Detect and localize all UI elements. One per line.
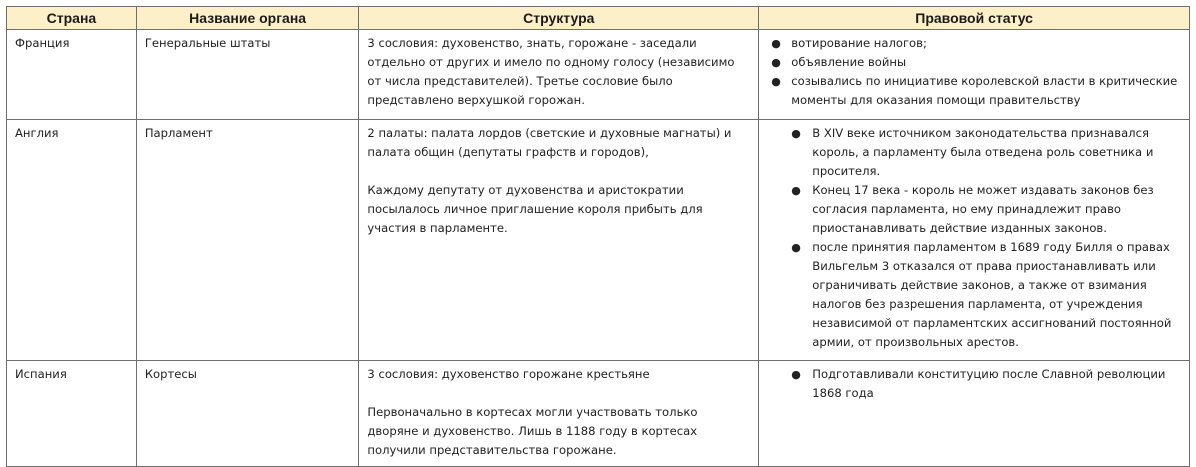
list-item-text: созывались по инициативе королевской власти в критические моменты для оказания помощи правительству [791, 74, 1178, 107]
list-item-text: после принятия парламентом в 1689 году Билля о правах Вильгельм 3 отказался от права приостанавливать или ограничивать действие законов, а также от взимания налогов без разрешения парламента, от учреждения независимой от парламентских ассигнований постоянной армии, от произвольных арестов. [812, 240, 1172, 349]
structure-paragraph: 3 сословия: духовенство горожане крестьяне [367, 367, 650, 381]
header-row [7, 7, 1190, 30]
bullet-icon: ● [791, 127, 801, 140]
list-item [767, 365, 1181, 403]
bullet-icon: ● [791, 368, 801, 381]
header-organ: Название органа [136, 7, 359, 30]
list-item [767, 72, 1181, 110]
list-item-text: Подготавливали конституцию после Славной революции 1868 года [812, 367, 1166, 400]
list-item [767, 34, 1181, 53]
bullet-icon: ● [771, 56, 781, 69]
header-status: Правовой статус [759, 7, 1190, 30]
structure-paragraph: 3 сословия: духовенство, знать, горожане - заседали отдельно от других и имело по одному голосу (независимо от числа представителей). Третье сословие было представлено верхушкой горожан. [367, 36, 735, 107]
history-table [6, 6, 1190, 467]
organ-cell: Генеральные штаты [136, 30, 359, 120]
country-cell: Франция [7, 30, 137, 120]
organ-cell: Кортесы [136, 361, 359, 467]
structure-cell [359, 120, 759, 361]
status-list [767, 365, 1181, 403]
structure-paragraph: 2 палаты: палата лордов (светские и духовные магнаты) и палата общин (депутаты графств и городов), [367, 126, 732, 159]
bullet-icon: ● [771, 75, 781, 88]
status-cell [759, 361, 1190, 467]
bullet-icon: ● [771, 37, 781, 50]
list-item-text: вотирование налогов; [791, 36, 927, 50]
structure-cell [359, 30, 759, 120]
list-item [767, 53, 1181, 72]
table-row [7, 361, 1190, 467]
status-list [767, 124, 1181, 352]
structure-cell [359, 361, 759, 467]
list-item [767, 181, 1181, 238]
organ-cell: Парламент [136, 120, 359, 361]
country-cell: Испания [7, 361, 137, 467]
status-cell [759, 30, 1190, 120]
list-item [767, 124, 1181, 181]
structure-paragraph: Каждому депутату от духовенства и аристократии посылалось личное приглашение короля прибыть для участия в парламенте. [367, 183, 703, 235]
status-cell [759, 120, 1190, 361]
list-item-text: Конец 17 века - король не может издавать законов без согласия парламента, но ему принадлежит право приостанавливать действие изданных законов. [812, 183, 1154, 235]
list-item-text: В XIV веке источником законодательства признавался король, а парламенту была отведена роль советника и просителя. [812, 126, 1154, 178]
bullet-icon: ● [791, 184, 801, 197]
list-item-text: объявление войны [791, 55, 907, 69]
structure-paragraph: Первоначально в кортесах могли участвовать только дворяне и духовенство. Лишь в 1188 году в кортесах получили представительства горожане. [367, 405, 698, 457]
table-row [7, 30, 1190, 120]
header-country: Страна [7, 7, 137, 30]
table-row [7, 120, 1190, 361]
header-structure: Структура [359, 7, 759, 30]
country-cell: Англия [7, 120, 137, 361]
bullet-icon: ● [791, 241, 801, 254]
status-list [767, 34, 1181, 110]
list-item [767, 238, 1181, 352]
